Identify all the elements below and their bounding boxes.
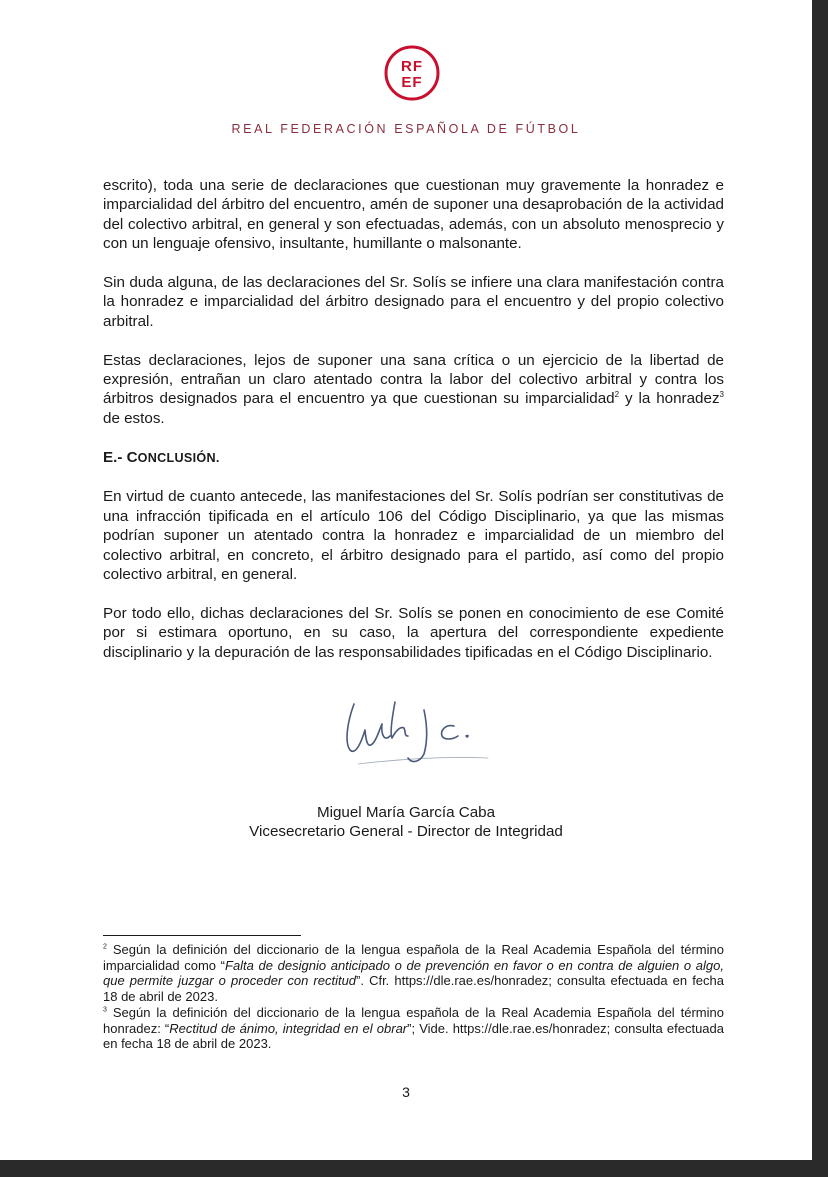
- paragraph: escrito), toda una serie de declaraciones que cuestionan muy gravemente la honradez e imparcialidad del árbitro del encuentro, amén de suponer una desaprobación de la actividad del colectivo arbitral, en general y son efectuadas, además, con un absoluto menosprecio y con un lenguaje ofensivo, insultante, humillante o malsonante.: [103, 177, 724, 253]
- section-heading-prefix: E.- C: [103, 448, 138, 466]
- organization-name: REAL FEDERACIÓN ESPAÑOLA DE FÚTBOL: [231, 122, 581, 136]
- document-body: [103, 176, 724, 681]
- paragraph: Sin duda alguna, de las declaraciones del Sr. Solís se infiere una clara manifestación contra la honradez e imparcialidad del árbitro designado para el encuentro y del propio colectivo arbitral.: [103, 274, 724, 330]
- footnote-quote: Falta de designio anticipado o de prevención en favor o en contra de alguien o algo, que permite juzgar o proceder con rectitud: [103, 957, 724, 989]
- handwritten-signature: [332, 690, 502, 780]
- section-heading: [103, 448, 724, 468]
- paragraph: Por todo ello, dichas declaraciones del Sr. Solís se ponen en conocimiento de ese Comité por si estimara oportuno, en su caso, la apertura del correspondiente expediente disciplinario y la depuración de las responsabilidades tipificadas en el Código Disciplinario.: [103, 604, 724, 661]
- footnote-text: Según la definición del diccionario de la lengua española de la Real Academia Española del término honradez: “: [103, 1004, 724, 1036]
- footnote-text: ”; Vide. https://dle.rae.es/honradez; consulta efectuada en fecha 18 de abril de 2023.: [103, 1020, 724, 1052]
- section-heading-rest: ONCLUSIÓN.: [137, 450, 220, 465]
- logo-text-bottom: EF: [401, 74, 423, 91]
- footnote-number: 2: [103, 943, 107, 951]
- signer-block: [0, 803, 812, 842]
- paragraph-text: y la honradez: [619, 390, 720, 408]
- signer-name: Miguel María García Caba: [316, 804, 496, 821]
- footnotes: [103, 942, 724, 1052]
- page-number: 3: [402, 1084, 410, 1100]
- footnote-ref: 3: [719, 390, 724, 400]
- paragraph-text: Estas declaraciones, lejos de suponer una sana crítica o un ejercicio de la libertad de expresión, entrañan un claro atentado contra la labor del colectivo arbitral y contra los árbitros designados para el encuentro ya que cuestionan su imparcialidad: [103, 351, 724, 408]
- signer-title: Vicesecretario General - Director de Integridad: [249, 823, 563, 841]
- footnote-text: Según la definición del diccionario de la lengua española de la Real Academia Española del término imparcialidad como “: [103, 942, 724, 973]
- footnote-quote: Rectitud de ánimo, integridad en el obrar: [169, 1020, 408, 1036]
- paragraph-text: de estos.: [103, 409, 165, 427]
- footnote-ref: 2: [614, 390, 620, 400]
- paragraph: En virtud de cuanto antecede, las manifestaciones del Sr. Solís podrían ser constitutivas de una infracción tipificada en el artículo 106 del Código Disciplinario, ya que las mismas podrían suponer un atentado contra la honradez e imparcialidad de un miembro del colectivo arbitral, en concreto, el árbitro designado para el partido, así como del propio colectivo arbitral, en general.: [103, 488, 724, 584]
- footnote: [103, 1005, 724, 1052]
- footnote-text: ”. Cfr. https://dle.rae.es/honradez; consulta efectuada en fecha 18 de abril de 2023.: [103, 973, 724, 1005]
- rfef-logo: [384, 45, 440, 101]
- footnote-divider: [103, 935, 301, 936]
- paragraph: [103, 351, 724, 429]
- logo-text-top: RF: [401, 58, 423, 75]
- footnote: [103, 942, 724, 1005]
- footnote-number: 3: [103, 1006, 107, 1014]
